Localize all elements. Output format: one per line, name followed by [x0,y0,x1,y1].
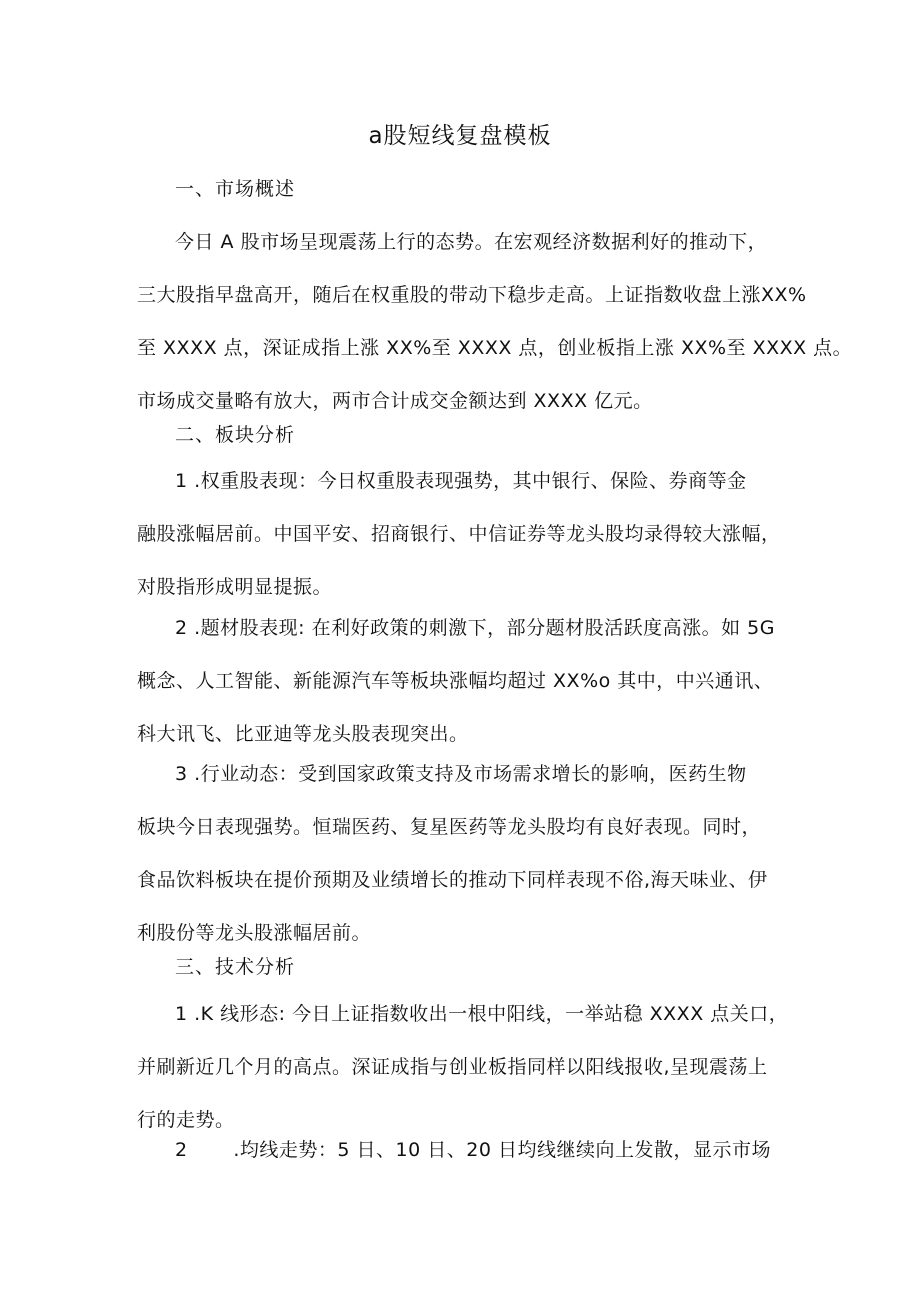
paragraph-theme-stocks [137,614,787,773]
text-line: 行的走势。 [137,1109,235,1131]
section-heading-market-overview: 一、市场概述 [175,178,296,200]
text-line: 概念、人工智能、新能源汽车等板块涨幅均超过 XX%o 其中，中兴通讯、 [137,670,774,692]
paragraph-moving-average [137,1136,787,1189]
text-line: 并刷新近几个月的高点。深证成指与创业板指同样以阳线报收,呈现震荡上 [137,1056,768,1078]
text-line: 2 .均线走势：5 日、10 日、20 日均线继续向上发散，显示市场 [175,1139,771,1161]
text-line: 融股涨幅居前。中国平安、招商银行、中信证券等龙头股均录得较大涨幅， [137,523,781,545]
section-heading-sector-analysis: 二、板块分析 [175,424,296,446]
paragraph-industry-dynamics [137,760,787,972]
text-line: 2 .题材股表现: 在利好政策的刺激下，部分题材股活跃度高涨。如 5G [175,617,775,639]
text-line: 三大股指早盘高开，随后在权重股的带动下稳步走高。上证指数收盘上涨XX% [137,284,807,306]
text-line: 今日 A 股市场呈现震荡上行的态势。在宏观经济数据利好的推动下， [175,231,768,253]
text-line: 科大讯飞、比亚迪等龙头股表现突出。 [137,723,469,745]
text-line: 3 .行业动态：受到国家政策支持及市场需求增长的影响，医药生物 [175,763,747,785]
text-line: 1 .K 线形态: 今日上证指数收出一根中阳线，一举站稳 XXXX 点关口， [175,1003,789,1025]
text-line: 食品饮料板块在提价预期及业绩增长的推动下同样表现不俗,海天味业、伊 [137,869,768,891]
text-line: 1 .权重股表现：今日权重股表现强势，其中银行、保险、券商等金 [175,470,747,492]
text-line: 利股份等龙头股涨幅居前。 [137,922,372,944]
text-line: 至 XXXX 点，深证成指上涨 XX%至 XXXX 点，创业板指上涨 XX%至 XXXX 点。 [137,337,853,359]
text-line: 市场成交量略有放大，两市合计成交金额达到 XXXX 亿元。 [137,390,653,412]
text-line: 对股指形成明显提振。 [137,576,333,598]
paragraph-market-overview [137,228,853,440]
section-heading-technical-analysis: 三、技术分析 [175,956,296,978]
paragraph-heavyweight-stocks [137,467,787,626]
text-line: 板块今日表现强势。恒瑞医药、复星医药等龙头股均有良好表现。同时， [137,816,762,838]
document-title: a股短线复盘模板 [368,123,552,149]
